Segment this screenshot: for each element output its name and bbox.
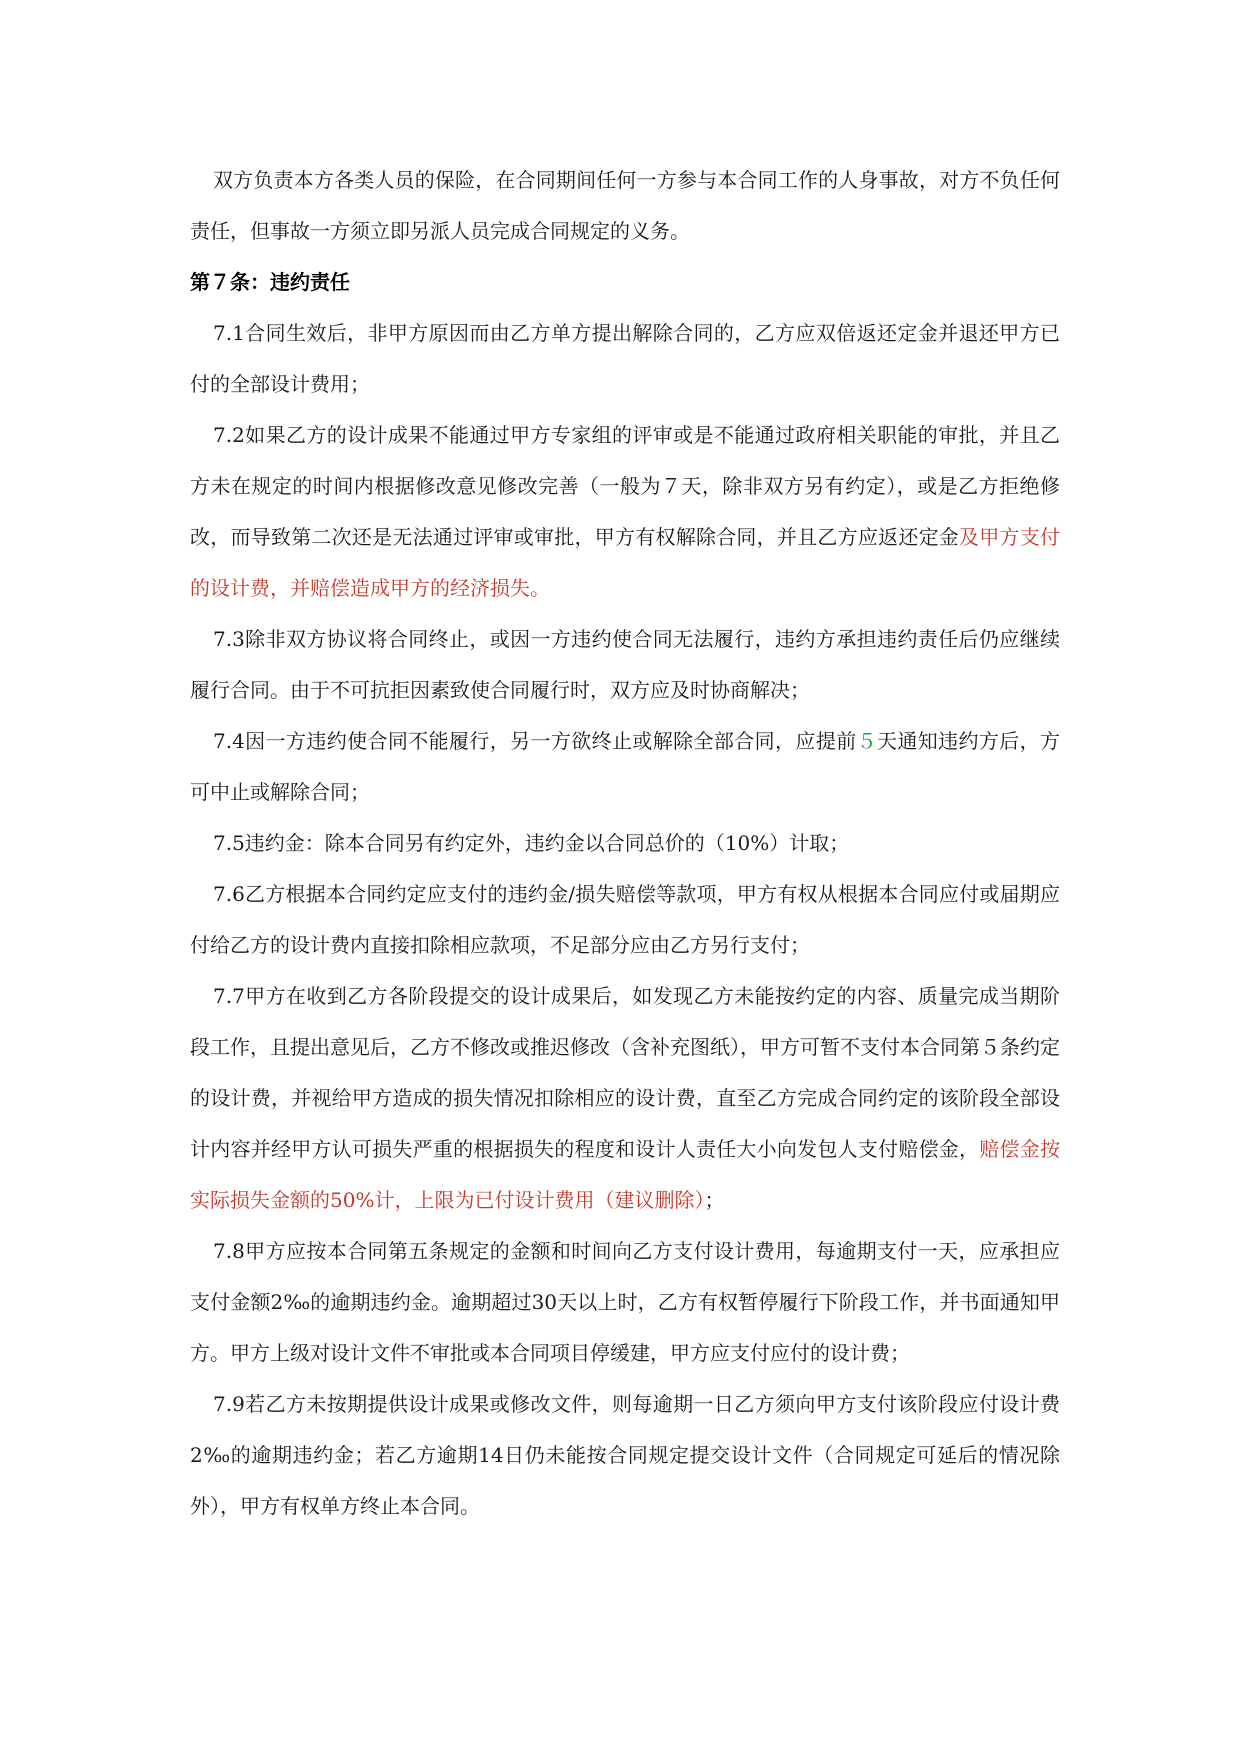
clause-7-9: 7.9若乙方未按期提供设计成果或修改文件，则每逾期一日乙方须向甲方支付该阶段应付设计费2‰的逾期违约金；若乙方逾期14日仍未能按合同规定提交设计文件（合同规定可延后的情况除外），甲方有权单方终止本合同。 bbox=[190, 1392, 1060, 1518]
clause-7-1: 7.1合同生效后，非甲方原因而由乙方单方提出解除合同的，乙方应双倍返还定金并退还甲方已付的全部设计费用； bbox=[190, 321, 1060, 396]
clause-7-4 bbox=[190, 716, 1060, 818]
clause-7-2 bbox=[190, 410, 1060, 614]
document-page bbox=[190, 155, 1060, 1532]
clause-7-2-highlight: 及甲方支付的设计费，并赔偿造成甲方的经济损失。 bbox=[190, 525, 1060, 600]
intro-paragraph: 双方负责本方各类人员的保险，在合同期间任何一方参与本合同工作的人身事故，对方不负任何责任，但事故一方须立即另派人员完成合同规定的义务。 bbox=[190, 168, 1060, 243]
clause-7-4-text-after: 天通知违约方后，方可中止或解除合同； bbox=[190, 729, 1061, 804]
clause-7-5: 7.5违约金：除本合同另有约定外，违约金以合同总价的（10%）计取； bbox=[213, 831, 850, 855]
clause-7-3: 7.3除非双方协议将合同终止，或因一方违约使合同无法履行，违约方承担违约责任后仍应继续履行合同。由于不可抗拒因素致使合同履行时，双方应及时协商解决； bbox=[190, 627, 1060, 702]
clause-7-7-text: 7.7甲方在收到乙方各阶段提交的设计成果后，如发现乙方未能按约定的内容、质量完成当期阶段工作，且提出意见后，乙方不修改或推迟修改（含补充图纸），甲方可暂不支付本合同第５条约定的设计费，并视给甲方造成的损失情况扣除相应的设计费，直至乙方完成合同约定的该阶段全部设计内容并经甲方认可损失严重的根据损失的程度和设计人责任大小向发包人支付赔偿金， bbox=[190, 984, 1060, 1161]
section-heading: 第７条：违约责任 bbox=[190, 270, 350, 294]
clause-7-7 bbox=[190, 971, 1060, 1226]
clause-7-8: 7.8甲方应按本合同第五条规定的金额和时间向乙方支付设计费用，每逾期支付一天，应承担应支付金额2‰的逾期违约金。逾期超过30天以上时，乙方有权暂停履行下阶段工作，并书面通知甲方。甲方上级对设计文件不审批或本合同项目停缓建，甲方应支付应付的设计费； bbox=[190, 1239, 1060, 1365]
clause-7-2-text: 7.2如果乙方的设计成果不能通过甲方专家组的评审或是不能通过政府相关职能的审批，并且乙方未在规定的时间内根据修改意见修改完善（一般为７天，除非双方另有约定），或是乙方拒绝修改，而导致第二次还是无法通过评审或审批，甲方有权解除合同，并且乙方应返还定金 bbox=[190, 423, 1060, 549]
clause-7-7-highlight: 赔偿金按实际损失金额的50%计，上限为已付设计费用（建议删除） bbox=[190, 1137, 1061, 1212]
clause-7-4-text: 7.4因一方违约使合同不能履行，另一方欲终止或解除全部合同，应提前 bbox=[213, 729, 857, 753]
clause-7-6: 7.6乙方根据本合同约定应支付的违约金/损失赔偿等款项，甲方有权从根据本合同应付或届期应付给乙方的设计费内直接扣除相应款项，不足部分应由乙方另行支付； bbox=[190, 882, 1060, 957]
clause-7-4-highlight: ５ bbox=[856, 729, 877, 753]
clause-7-7-text-after: ； bbox=[704, 1188, 725, 1212]
